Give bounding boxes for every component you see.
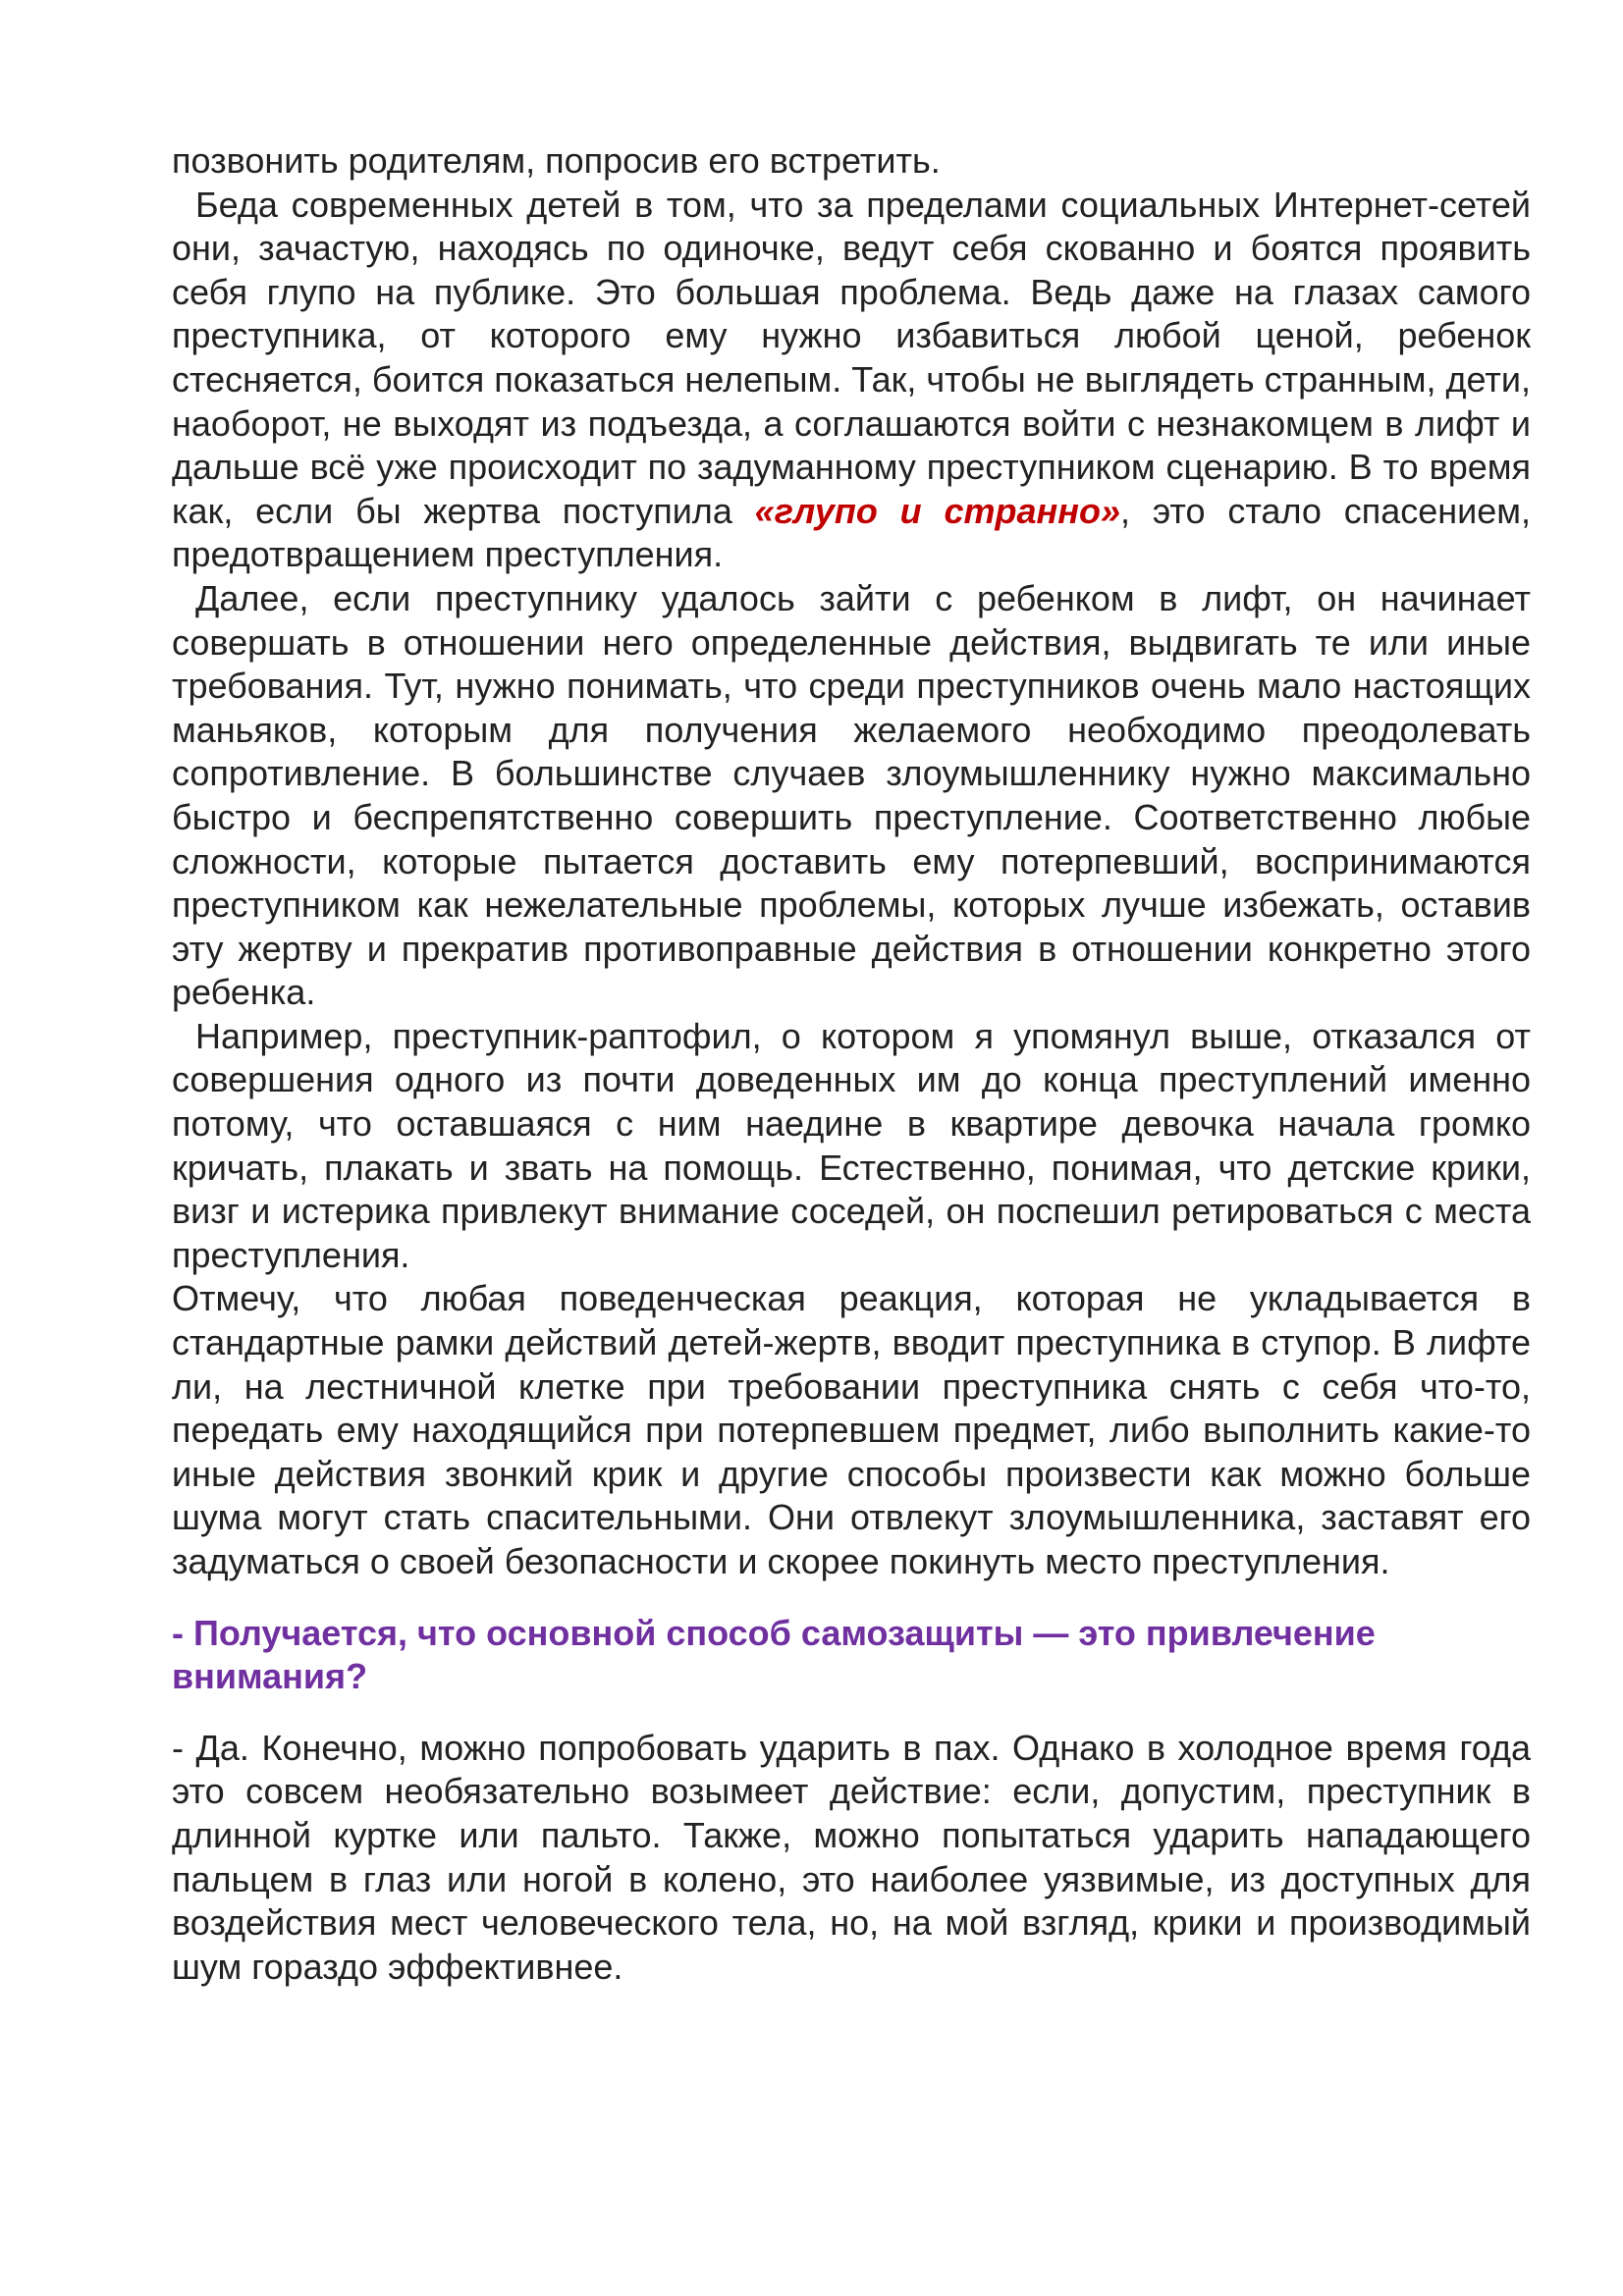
paragraph-children-behavior [172,184,1531,577]
document-page [172,139,1531,1989]
paragraph-behavior-reaction: Отмечу, что любая поведенческая реакция, которая не укладывается в стандартные рамки действий детей-жертв, вводит преступника в ступор. В лифте ли, на лестничной клетке при требовании преступника снять с себя что-то, передать ему находящийся при потерпевшем предмет, либо выполнить какие-то иные действия звонкий крик и другие способы произвести как можно больше шума могут стать спасительными. Они отвлекут злоумышленника, заставят его задуматься о своей безопасности и скорее покинуть место преступления. [172,1278,1531,1581]
interview-answer: - Да. Конечно, можно попробовать ударить в пах. Однако в холодное время года это совсем необязательно возымеет действие: если, допустим, преступник в длинной куртке или пальто. Также, можно попытаться ударить нападающего пальцем в глаз или ногой в колено, это наиболее уязвимые, из доступных для воздействия мест человеческого тела, но, на мой взгляд, крики и производимый шум гораздо эффективнее. [172,1727,1531,1987]
emphasis-quote: «глупо и странно» [754,490,1121,531]
paragraph-text: , это стало спасением, предотвращением преступления. [172,490,1532,575]
paragraph-text: Беда современных детей в том, что за пределами социальных Интернет-сетей они, зачастую, находясь по одиночке, ведут себя скованно и боятся проявить себя глупо на публике. Это большая проблема. Ведь даже на глазах самого преступника, от которого ему нужно избавиться любой ценой, ребенок стесняется, боится показаться нелепым. Так, чтобы не выглядеть странным, дети, наоборот, не выходят из подъезда, а соглашаются войти с незнакомцем в лифт и дальше всё уже происходит по задуманному преступником сценарию. В то время как, если бы жертва поступила [172,184,1531,531]
paragraph-example: Например, преступник-раптофил, о котором я упомянул выше, отказался от совершения одного из почти доведенных им до конца преступлений именно потому, что оставшаяся с ним наедине в квартире девочка начала громко кричать, плакать и звать на помощь. Естественно, понимая, что детские крики, визг и истерика привлекут внимание соседей, он поспешил ретироваться с места преступления. [172,1015,1531,1275]
interview-question: - Получается, что основной способ самозащиты — это привлечение внимания? [172,1612,1376,1697]
paragraph-elevator: Далее, если преступнику удалось зайти с ребенком в лифт, он начинает совершать в отношении него определенные действия, выдвигать те или иные требования. Тут, нужно понимать, что среди преступников очень мало настоящих маньяков, которым для получения желаемого необходимо преодолевать сопротивление. В большинстве случаев злоумышленнику нужно максимально быстро и беспрепятственно совершить преступление. Соответственно любые сложности, которые пытается доставить ему потерпевший, воспринимаются преступником как нежелательные проблемы, которых лучше избежать, оставив эту жертву и прекратив противоправные действия в отношении конкретно этого ребенка. [172,577,1531,1013]
paragraph-continuation: позвонить родителям, попросив его встретить. [172,140,941,181]
